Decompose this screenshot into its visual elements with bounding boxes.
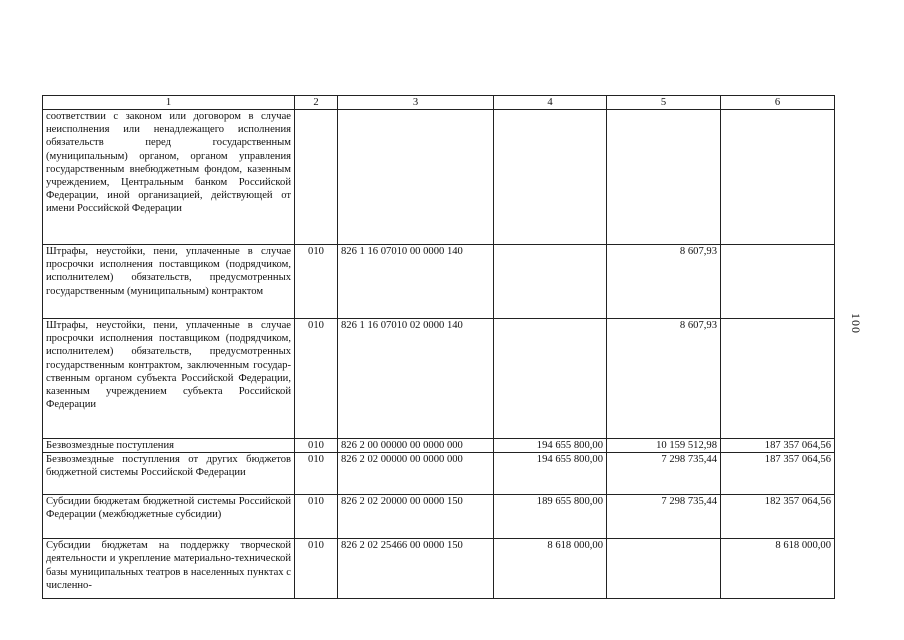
column-header-1: 1 bbox=[43, 96, 295, 110]
row-code: 010 bbox=[295, 245, 338, 319]
row-name: соответствии с законом или договором в случае неисполнения или ненадлежащего исполнения обязательств перед государственным (муниципальным) органом, органом управления государственным внебюджетным фондом, казенным учреждением, Центральным банком Российской Федерации, иной организацией, действующей от имени Российской Федерации bbox=[43, 110, 295, 245]
row-kbk: 826 2 02 20000 00 0000 150 bbox=[338, 495, 494, 539]
table-row bbox=[43, 319, 835, 439]
table-row bbox=[43, 439, 835, 453]
row-col6: 187 357 064,56 bbox=[721, 453, 835, 495]
row-col6 bbox=[721, 110, 835, 245]
row-code bbox=[295, 110, 338, 245]
page-number: 100 bbox=[849, 313, 863, 334]
column-header-2: 2 bbox=[295, 96, 338, 110]
table-row bbox=[43, 453, 835, 495]
row-kbk: 826 2 00 00000 00 0000 000 bbox=[338, 439, 494, 453]
row-col4: 8 618 000,00 bbox=[494, 539, 607, 599]
column-header-5: 5 bbox=[607, 96, 721, 110]
row-col5: 7 298 735,44 bbox=[607, 453, 721, 495]
row-col4 bbox=[494, 319, 607, 439]
row-code: 010 bbox=[295, 319, 338, 439]
row-name: Безвозмездные поступления от других бюджетов бюджетной системы Российской Федерации bbox=[43, 453, 295, 495]
row-name: Безвозмездные поступления bbox=[43, 439, 295, 453]
row-kbk: 826 1 16 07010 02 0000 140 bbox=[338, 319, 494, 439]
column-header-6: 6 bbox=[721, 96, 835, 110]
row-name: Субсидии бюджетам бюджетной системы Российской Федерации (межбюджетные субсидии) bbox=[43, 495, 295, 539]
row-code: 010 bbox=[295, 495, 338, 539]
row-col5: 8 607,93 bbox=[607, 319, 721, 439]
row-col6 bbox=[721, 319, 835, 439]
table-row bbox=[43, 539, 835, 599]
row-col4: 194 655 800,00 bbox=[494, 439, 607, 453]
column-header-3: 3 bbox=[338, 96, 494, 110]
row-col4 bbox=[494, 245, 607, 319]
row-col5: 7 298 735,44 bbox=[607, 495, 721, 539]
table-row bbox=[43, 495, 835, 539]
row-col6: 182 357 064,56 bbox=[721, 495, 835, 539]
row-col5 bbox=[607, 539, 721, 599]
row-code: 010 bbox=[295, 439, 338, 453]
row-code: 010 bbox=[295, 453, 338, 495]
row-kbk: 826 2 02 25466 00 0000 150 bbox=[338, 539, 494, 599]
row-name: Штрафы, неустойки, пени, уплаченные в случае просрочки исполнения поставщиком (подрядчиком, исполнителем) обязательств, предусмотренных государственным (муниципальным) контрактом bbox=[43, 245, 295, 319]
row-col5: 8 607,93 bbox=[607, 245, 721, 319]
row-col4 bbox=[494, 110, 607, 245]
row-col4: 189 655 800,00 bbox=[494, 495, 607, 539]
row-col6: 187 357 064,56 bbox=[721, 439, 835, 453]
budget-table bbox=[42, 95, 835, 599]
row-code: 010 bbox=[295, 539, 338, 599]
row-name: Штрафы, неустойки, пени, уплаченные в случае просрочки исполнения поставщиком (подрядчиком, исполнителем) обязательств, предусмотренных государственным контрактом, заключенным государственным органом субъекта Российской Федерации, казенным учреждением субъекта Российской Федерации bbox=[43, 319, 295, 439]
row-kbk: 826 1 16 07010 00 0000 140 bbox=[338, 245, 494, 319]
row-col6 bbox=[721, 245, 835, 319]
row-col5: 10 159 512,98 bbox=[607, 439, 721, 453]
row-kbk bbox=[338, 110, 494, 245]
column-header-4: 4 bbox=[494, 96, 607, 110]
table-row bbox=[43, 245, 835, 319]
row-col5 bbox=[607, 110, 721, 245]
row-col4: 194 655 800,00 bbox=[494, 453, 607, 495]
table-row bbox=[43, 110, 835, 245]
table-header-row bbox=[43, 96, 835, 110]
row-col6: 8 618 000,00 bbox=[721, 539, 835, 599]
row-kbk: 826 2 02 00000 00 0000 000 bbox=[338, 453, 494, 495]
row-name: Субсидии бюджетам на поддержку творческой деятельности и укрепление материально-технической базы муниципальных театров в населенных пунктах с численно- bbox=[43, 539, 295, 599]
